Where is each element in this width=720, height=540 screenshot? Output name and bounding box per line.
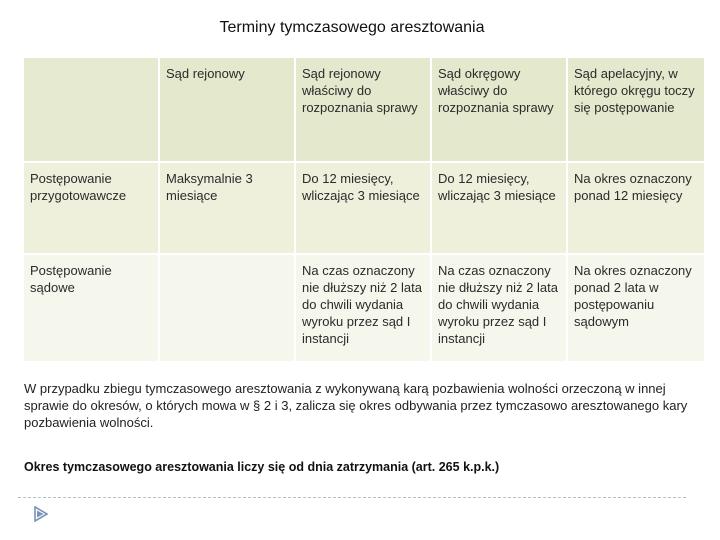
- header-sad-apelacyjny: Sąd apelacyjny, w którego okręgu toczy się postępowanie: [568, 58, 704, 161]
- table-cell: Do 12 miesięcy, wliczając 3 miesiące: [432, 163, 566, 253]
- table-cell: [160, 255, 294, 361]
- table-cell: Do 12 miesięcy, wliczając 3 miesiące: [296, 163, 430, 253]
- table-header-row: [24, 58, 704, 161]
- terms-table: [22, 56, 706, 363]
- table-cell: Na czas oznaczony nie dłuższy niż 2 lata do chwili wydania wyroku przez sąd I instancji: [296, 255, 430, 361]
- table-row: [24, 255, 704, 361]
- row-label-sadowe: Postępowanie sądowe: [24, 255, 158, 361]
- table-cell: Na okres oznaczony ponad 12 miesięcy: [568, 163, 704, 253]
- slide-title: Terminy tymczasowego aresztowania: [219, 19, 485, 36]
- header-sad-rejonowy-wlasciwy: Sąd rejonowy właściwy do rozpoznania sprawy: [296, 58, 430, 161]
- footer-divider: [18, 497, 686, 498]
- row-label-przygotowawcze: Postępowanie przygotowawcze: [24, 163, 158, 253]
- header-sad-rejonowy: Sąd rejonowy: [160, 58, 294, 161]
- table-cell: Na czas oznaczony nie dłuższy niż 2 lata do chwili wydania wyroku przez sąd I instancji: [432, 255, 566, 361]
- note-paragraph: W przypadku zbiegu tymczasowego aresztowania z wykonywaną karą pozbawienia wolności orzeczoną w innej sprawie do okresów, o których mowa w § 2 i 3, zalicza się okres odbywania przez tymczasowo aresztowanego kary pozbawienia wolności.: [24, 381, 688, 430]
- triangle-right-icon[interactable]: [34, 506, 48, 522]
- table-cell: Maksymalnie 3 miesiące: [160, 163, 294, 253]
- table-row: [24, 163, 704, 253]
- table-cell: Na okres oznaczony ponad 2 lata w postępowaniu sądowym: [568, 255, 704, 361]
- header-sad-okregowy: Sąd okręgowy właściwy do rozpoznania sprawy: [432, 58, 566, 161]
- note-bold: Okres tymczasowego aresztowania liczy się od dnia zatrzymania (art. 265 k.p.k.): [24, 460, 500, 474]
- table-corner-cell: [24, 58, 158, 161]
